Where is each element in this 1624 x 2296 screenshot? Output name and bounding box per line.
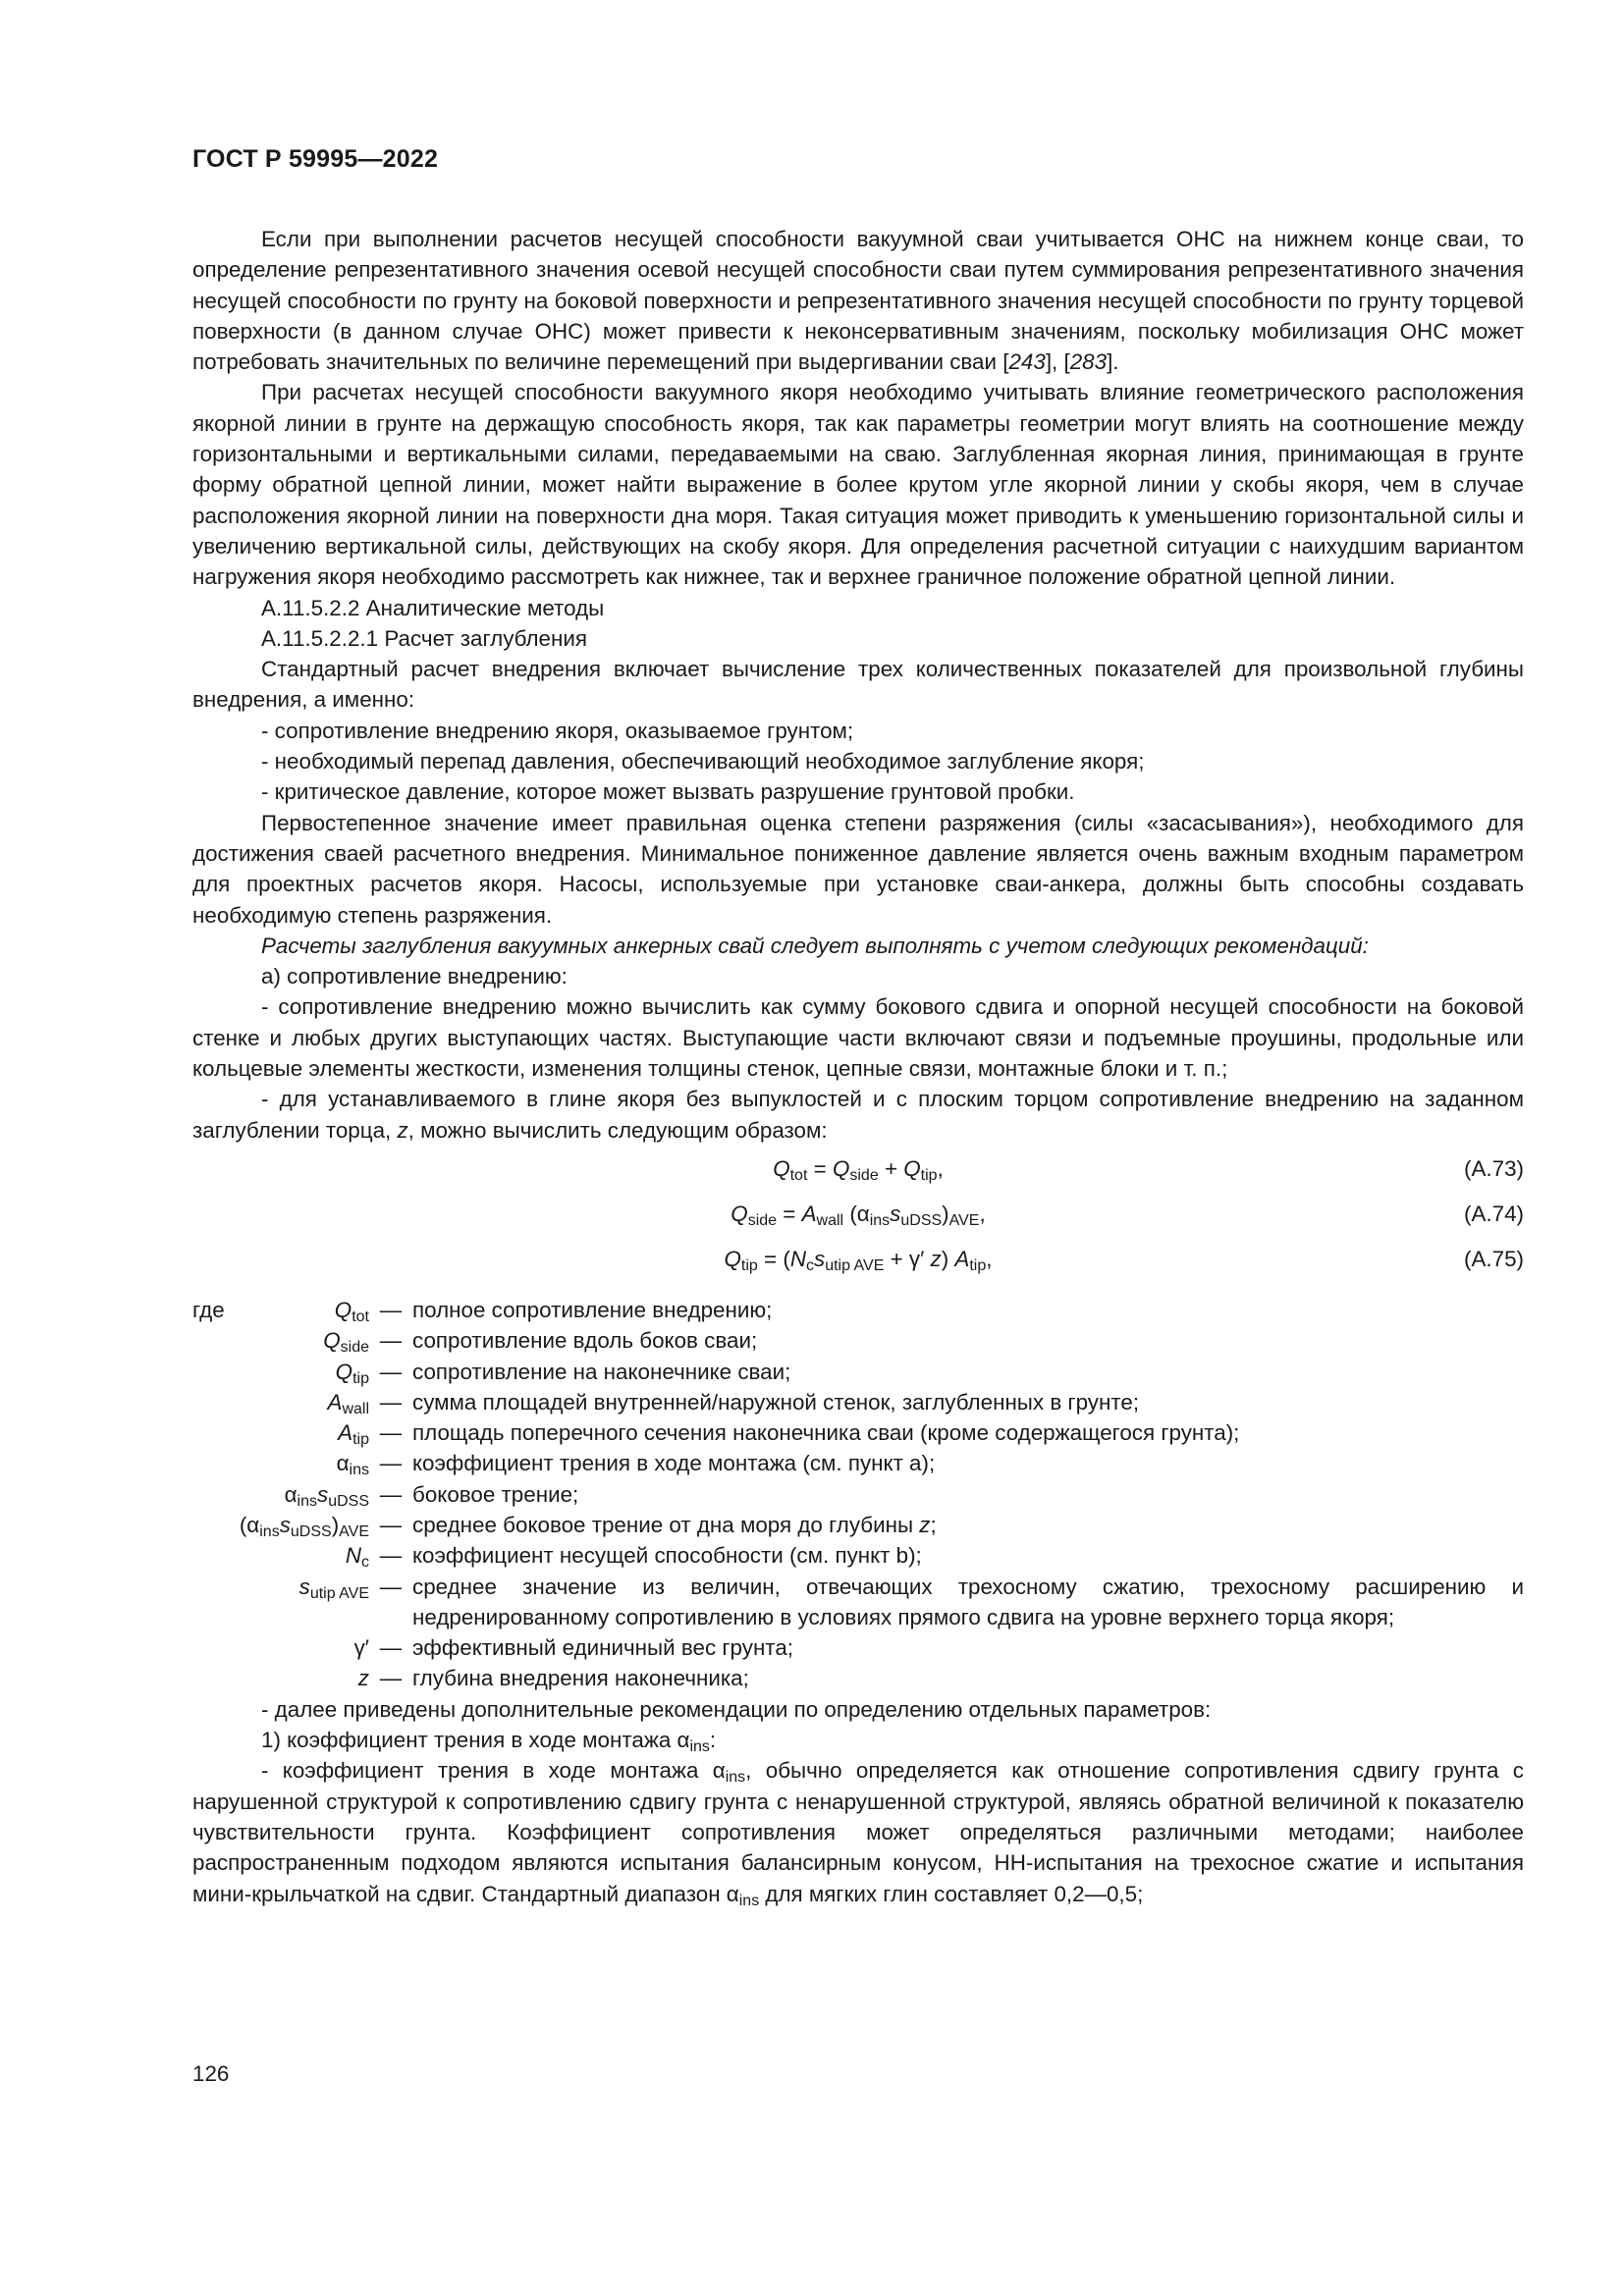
symbol: z (357, 1666, 369, 1691)
definition-row: $(\alpha_{ins}s_{uDSS})_{AVE}$ — среднее боковое трение от дна моря до глубины z; (192, 1510, 1524, 1540)
paragraph-3: Стандартный расчет внедрения включает вычисление трех количественных показателей для произвольной глубины внедрения, а именно: (192, 657, 1524, 713)
recommendations-intro: Расчеты заглубления вакуумных анкерных свай следует выполнять с учетом следующих рекомендаций: (261, 933, 1369, 958)
paragraph-7: - сопротивление внедрению можно вычислить как сумму бокового сдвига и опорной несущей способности на боковой стенке и любых других выступающих частях. Выступающие части включают связи и подъемные проушины, продольные или кольцевые элементы жесткости, изменения толщины стенок, цепные связи, монтажные блоки и т. п.; (192, 994, 1524, 1082)
definitions-list (192, 1295, 1524, 1694)
list-item: - необходимый перепад давления, обеспечивающий необходимое заглубление якоря; (261, 749, 1145, 774)
list-item: - сопротивление внедрению якоря, оказываемое грунтом; (261, 718, 854, 743)
paragraph-2: При расчетах несущей способности вакуумного якоря необходимо учитывать влияние геометрического расположения якорной линии в грунте на держащую способность якоря, так как параметры геометрии могут влиять на соотношение между горизонтальными и вертикальными силами, передаваемыми на сваю. Заглубленная якорная линия, принимающая в грунте форму обратной цепной линии, может найти выражение в более крутом угле якорной линии у скобы якоря, чем в случае расположения якорной линии на поверхности дна моря. Такая ситуация может приводить к уменьшению горизонтальной силы и увеличению вертикальной силы, действующих на скобу якоря. Для определения расчетной ситуации с наихудшим вариантом нагружения якоря необходимо рассмотреть как нижнее, так и верхнее граничное положение обратной цепной линии. (192, 380, 1524, 590)
paragraph-1: Если при выполнении расчетов несущей способности вакуумной сваи учитывается ОНС на нижнем конце сваи, то определение репрезентативного значения осевой несущей способности сваи путем суммирования репрезентативного значения несущей способности по грунту на боковой поверхности и репрезентативного значения несущей способности по грунту торцевой поверхности (в данном случае ОНС) может привести к неконсервативным значениям, поскольку мобилизация ОНС может потребовать значительных по величине перемещений при выдергивании сваи [243], [283]. (192, 227, 1524, 375)
item-1: 1) коэффициент трения в ходе монтажа $\alpha_{ins}$: (261, 1728, 717, 1756)
symbol: $s_{utip AVE}$ (298, 1574, 369, 1602)
list-item: - критическое давление, которое может вызвать разрушение грунтовой пробки. (261, 779, 1075, 805)
symbol: $N_c$ (345, 1543, 369, 1572)
additional-recommendations: - далее приведены дополнительные рекомендации по определению отдельных параметров: (261, 1696, 1212, 1722)
definition-row: $\alpha_{ins}$ — коэффициент трения в ходе монтажа (см. пункт а); (192, 1448, 1524, 1478)
formula: $Q_{side} = A_{wall}$ $(\alpha_{ins}s_{uDSS})_{AVE}$, (731, 1201, 986, 1229)
page-number: 126 (192, 2061, 230, 2086)
definition-row: $N_c$ — коэффициент несущей способности (см. пункт b); (192, 1540, 1524, 1571)
formula: $Q_{tot} = Q_{side} + Q_{tip}$, (773, 1155, 944, 1184)
symbol: $(\alpha_{ins}s_{uDSS})_{AVE}$ (239, 1512, 369, 1540)
definition-row: γ′ — эффективный единичный вес грунта; (192, 1632, 1524, 1663)
definition-row: $A_{wall}$ — сумма площадей внутренней/наружной стенок, заглубленных в грунте; (192, 1387, 1524, 1417)
equations (192, 1153, 1524, 1289)
paragraph-friction: - коэффициент трения в ходе монтажа $\alpha_{ins}$, обычно определяется как отношение сопротивления сдвигу грунта с нарушенной структурой к сопротивлению сдвигу грунта с ненарушенной структурой, являясь обратной величиной к показателю чувствительности грунта. Коэффициент сопротивления может определяться различными методами; наиболее распространенным подходом являются испытания балансирным конусом, НН-испытания на трехосное сжатие и испытания мини-крыльчаткой на сдвиг. Стандартный диапазон $\alpha_{ins}$ для мягких глин составляет 0,2—0,5; (192, 1758, 1524, 1909)
symbol: $Q_{tip}$ (335, 1359, 369, 1387)
symbol: $Q_{side}$ (323, 1328, 369, 1357)
symbol: $\alpha_{ins}$ (336, 1451, 369, 1479)
item-a: а) сопротивление внедрению: (261, 964, 568, 989)
where-label: где (192, 1297, 225, 1322)
definition-row: $s_{utip AVE}$ — среднее значение из величин, отвечающих трехосному сжатию, трехосному расширению и недренированному сопротивлению в условиях прямого сдвига на уровне верхнего торца якоря; (192, 1572, 1524, 1633)
document-header: ГОСТ Р 59995—2022 (192, 145, 439, 173)
definition-row: $Q_{side}$ — сопротивление вдоль боков сваи; (192, 1325, 1524, 1356)
symbol: γ′ (353, 1635, 369, 1661)
definition-row: $A_{tip}$ — площадь поперечного сечения наконечника сваи (кроме содержащегося грунта); (192, 1417, 1524, 1448)
subsection-heading: А.11.5.2.2.1 Расчет заглубления (261, 625, 587, 651)
reference-link: 243 (1008, 349, 1046, 375)
definition-row: z — глубина внедрения наконечника; (192, 1663, 1524, 1693)
formula: $Q_{tip} = (N_cs_{utip AVE} + \gamma'$ z) $A_{tip}$, (724, 1246, 993, 1274)
paragraph-4: Первостепенное значение имеет правильная оценка степени разряжения (силы «засасывания»), необходимого для достижения сваей расчетного внедрения. Минимальное пониженное давление является очень важным входным параметром для проектных расчетов якоря. Насосы, используемые при установке сваи-анкера, должны быть способны создавать необходимую степень разряжения. (192, 810, 1524, 928)
equation-number: (А.73) (1464, 1155, 1524, 1181)
paragraph-8: - для устанавливаемого в глине якоря без выпуклостей и с плоским торцом сопротивление внедрению на заданном заглублении торца, z, можно вычислить следующим образом: (192, 1087, 1524, 1143)
section-heading: А.11.5.2.2 Аналитические методы (261, 595, 605, 620)
reference-link: 283 (1069, 349, 1108, 375)
symbol: $\alpha_{ins}s_{uDSS}$ (284, 1481, 369, 1510)
equation-a73 (192, 1153, 1524, 1199)
definition-row: $Q_{tot}$ — полное сопротивление внедрению; (192, 1295, 1524, 1325)
equation-a75 (192, 1244, 1524, 1289)
symbol: $Q_{tot}$ (334, 1297, 369, 1325)
symbol: $A_{tip}$ (338, 1420, 369, 1449)
body-text (192, 224, 1524, 1909)
definition-row: $Q_{tip}$ — сопротивление на наконечнике сваи; (192, 1357, 1524, 1387)
equation-a74 (192, 1199, 1524, 1244)
definition-row: $\alpha_{ins}s_{uDSS}$ — боковое трение; (192, 1479, 1524, 1510)
equation-number: (А.74) (1464, 1201, 1524, 1226)
equation-number: (А.75) (1464, 1246, 1524, 1271)
symbol: $A_{wall}$ (327, 1389, 369, 1417)
